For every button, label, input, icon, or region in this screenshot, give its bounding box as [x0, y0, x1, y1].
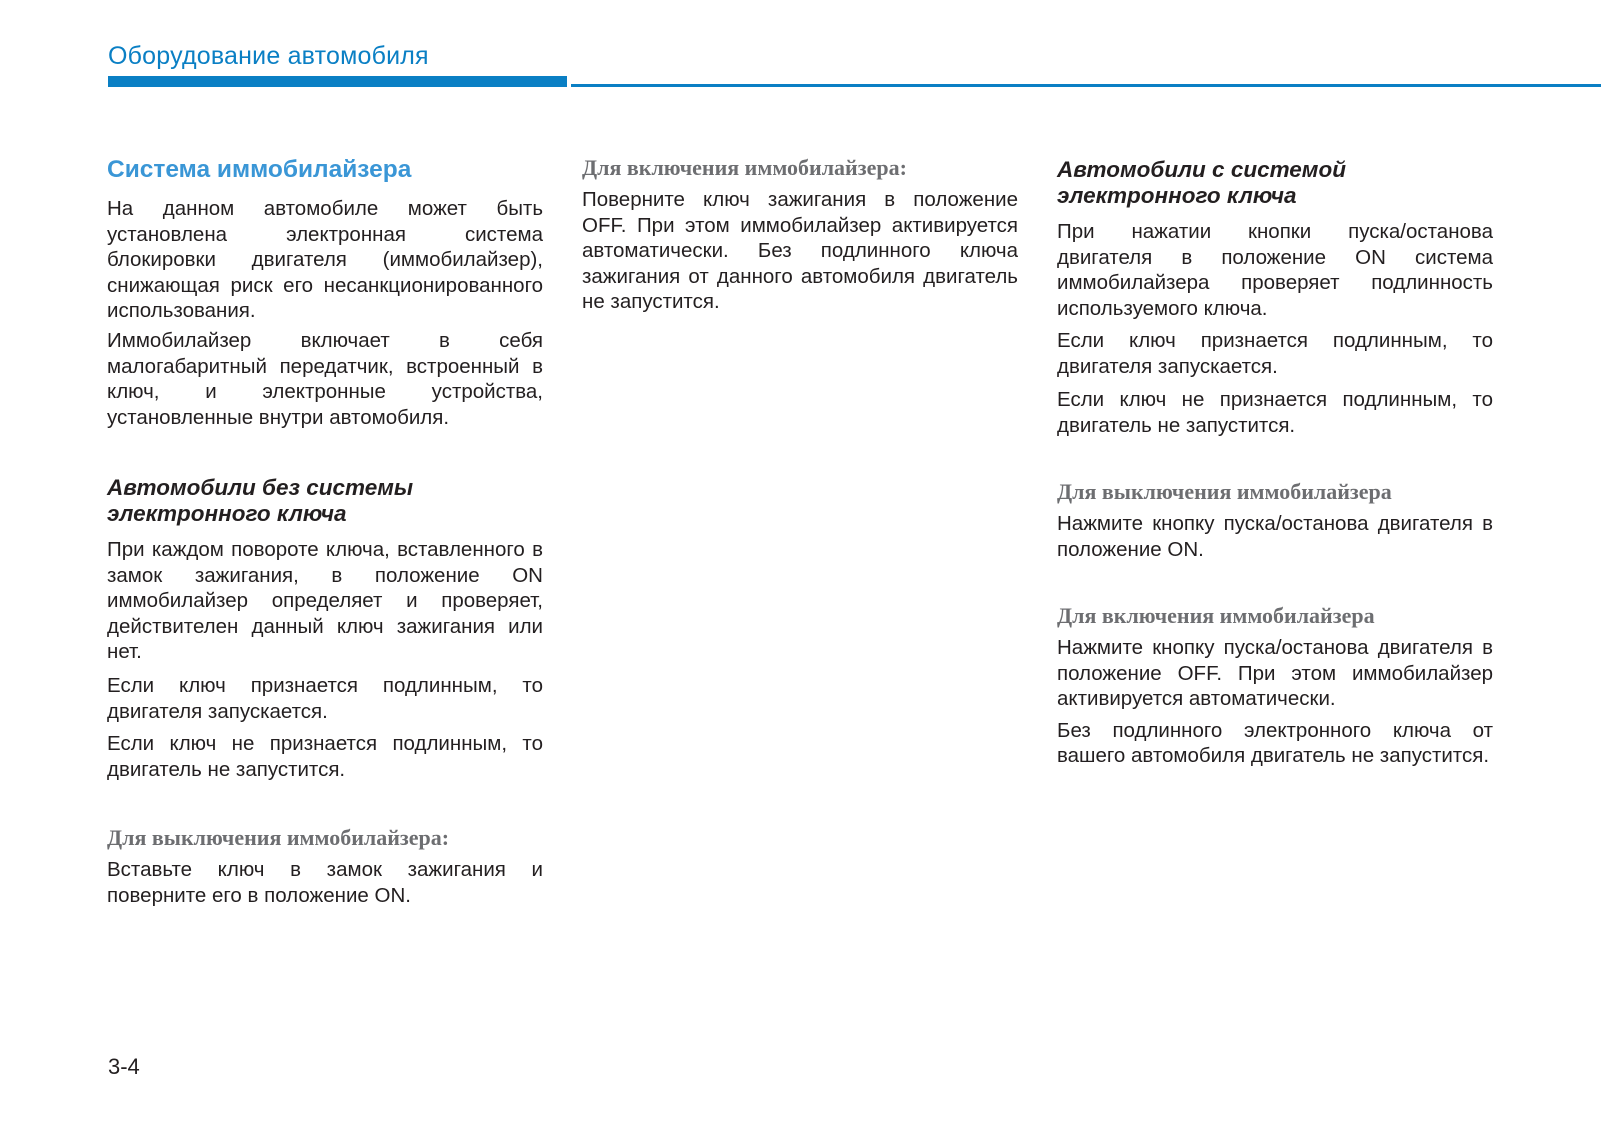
paragraph: Без подлинного электронного ключа от вашего автомобиля двигатель не запустится. [1057, 718, 1493, 768]
chapter-title: Оборудование автомобиля [108, 42, 429, 70]
subsection-title: Автомобили с системой электронного ключа [1057, 157, 1346, 208]
header-rule-thick [108, 76, 567, 87]
paragraph: Нажмите кнопку пуска/останова двигателя в положение ON. [1057, 512, 1493, 561]
smartkey-enable-block [1057, 603, 1493, 769]
header-rule-thin [571, 84, 1601, 87]
enable-heading: Для включения иммобилайзера: [582, 155, 907, 180]
subsection-no-smartkey [107, 475, 543, 527]
disable-heading: Для выключения иммобилайзера [1057, 479, 1392, 504]
paragraph: Если ключ признается подлинным, то двигателя запускается. [107, 674, 543, 723]
smartkey-body-3 [1057, 387, 1493, 438]
intro-block [107, 196, 543, 324]
paragraph: Поверните ключ зажигания в положение OFF. При этом иммобилайзер активируется автоматически. Без подлинного ключа зажигания от данного автомобиля двигатель не запустится. [582, 188, 1018, 314]
page-number: 3-4 [108, 1054, 140, 1079]
subsection-body-2 [107, 673, 543, 724]
intro-block-2 [107, 328, 543, 430]
subsection-title: Автомобили без системы электронного ключа [107, 475, 414, 526]
disable-heading: Для выключения иммобилайзера: [107, 825, 450, 850]
paragraph: На данном автомобиле может быть установлена электронная система блокировки двигателя (иммобилайзер), снижающая риск его несанкционированного использования. [107, 197, 543, 323]
paragraph: Вставьте ключ в замок зажигания и поверните его в положение ON. [107, 858, 543, 907]
smartkey-body [1057, 219, 1493, 321]
subsection-smartkey [1057, 157, 1493, 209]
subsection-body [107, 537, 543, 665]
paragraph: При нажатии кнопки пуска/останова двигателя в положение ON система иммобилайзера проверяет подлинность используемого ключа. [1057, 220, 1493, 320]
paragraph: При каждом повороте ключа, вставленного в замок зажигания, в положение ON иммобилайзер определяет и проверяет, действителен данный ключ зажигания или нет. [107, 538, 543, 664]
paragraph: Иммобилайзер включает в себя малогабаритный передатчик, встроенный в ключ, и электронные устройства, установленные внутри автомобиля. [107, 329, 543, 429]
enable-heading: Для включения иммобилайзера [1057, 603, 1375, 628]
paragraph: Если ключ не признается подлинным, то двигатель не запустится. [107, 732, 543, 781]
smartkey-body-2 [1057, 328, 1493, 379]
paragraph: Если ключ не признается подлинным, то двигатель не запустится. [1057, 388, 1493, 437]
subsection-body-3 [107, 731, 543, 782]
smartkey-disable-block [1057, 479, 1493, 562]
disable-block [107, 825, 543, 908]
paragraph: Если ключ признается подлинным, то двигателя запускается. [1057, 329, 1493, 378]
enable-block [582, 155, 1018, 315]
section-title: Система иммобилайзера [107, 156, 412, 183]
paragraph: Нажмите кнопку пуска/останова двигателя в положение OFF. При этом иммобилайзер активируется автоматически. [1057, 636, 1493, 711]
